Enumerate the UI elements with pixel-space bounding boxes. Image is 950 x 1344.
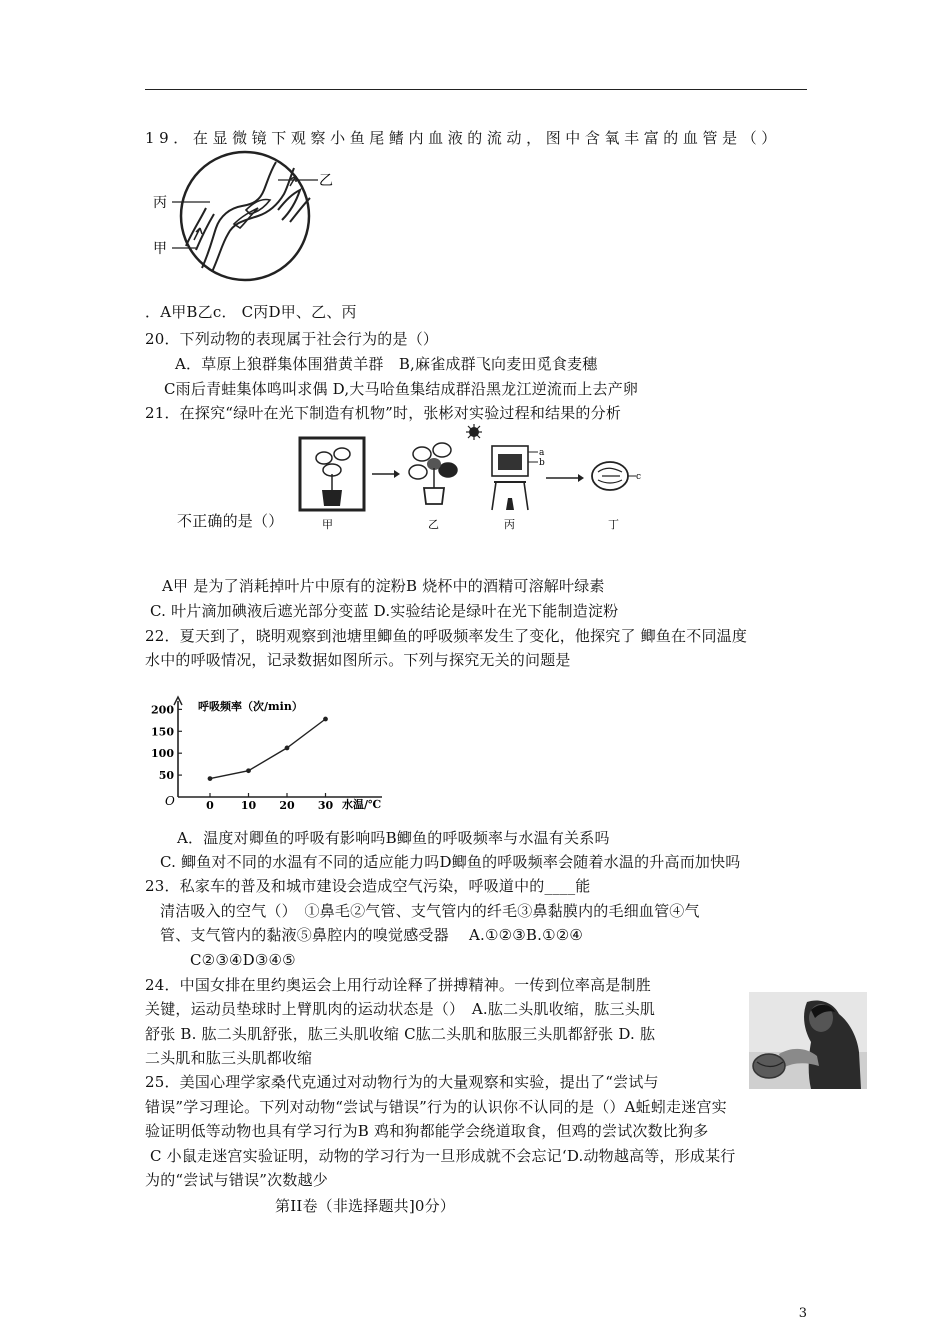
q23-line4: C②③④D③④⑤ xyxy=(190,951,296,969)
data-point-1 xyxy=(246,768,251,773)
q21-opt1: A甲 是为了消耗掉叶片中原有的淀粉B 烧杯中的酒精可溶解叶绿素 xyxy=(162,577,605,595)
origin-label: O xyxy=(165,794,175,808)
series-line xyxy=(210,719,326,779)
label-yi-21: 乙 xyxy=(428,518,439,531)
q25-line4: C 小鼠走迷宫实验证明，动物的学习行为一旦形成就不会忘记‘D.动物越高等，形成某行 xyxy=(150,1147,736,1165)
page-number: 3 xyxy=(798,1306,807,1321)
label-a: a xyxy=(539,448,545,458)
label-jia-21: 甲 xyxy=(322,518,333,531)
q23-line2: 清洁吸入的空气（） ①鼻毛②气管、支气管内的纤毛③鼻黏膜内的毛细血管④气 xyxy=(160,902,700,920)
q22-opt1: A．温度对卿鱼的呼吸有影响吗B鲫鱼的呼吸频率与水温有关系吗 xyxy=(177,829,610,847)
q20-opt1: A．草原上狼群集体围猎黄羊群 B,麻雀成群飞向麦田觅食麦穗 xyxy=(175,355,598,373)
y-tick-label-0: 50 xyxy=(158,769,174,783)
q20-opt2: C雨后青蛙集体鸣叫求偶 D,大马哈鱼集结成群沿黑龙江逆流而上去产卵 xyxy=(164,380,639,398)
data-point-3 xyxy=(323,717,328,722)
header-rule xyxy=(145,89,807,90)
y-tick-label-2: 150 xyxy=(151,725,174,739)
label-bing-21: 丙 xyxy=(504,518,515,531)
arrow-2 xyxy=(546,474,584,482)
sun-icon xyxy=(466,424,482,440)
q21-text: 21．在探究“绿叶在光下制造有机物”时，张彬对实验过程和结果的分析 xyxy=(145,404,622,422)
q23-text: 23．私家车的普及和城市建设会造成空气污染，呼吸道中的____能 xyxy=(145,877,591,895)
q24-line4: 二头肌和肱三头肌都收缩 xyxy=(145,1049,313,1067)
q21-experiment-figure xyxy=(296,424,656,536)
x-tick-label-0: 0 xyxy=(206,799,214,812)
plant-yi xyxy=(409,443,457,504)
data-point-2 xyxy=(285,746,290,751)
leaf-ding xyxy=(592,462,641,490)
y-tick-label-1: 100 xyxy=(151,747,174,761)
left-vessel xyxy=(186,208,206,246)
q25-line3: 验证明低等动物也具有学习行为B 鸡和狗都能学会绕道取食，但鸡的尝试次数比狗多 xyxy=(145,1122,709,1140)
label-ding-21: 丁 xyxy=(608,518,619,531)
chart-title: 呼吸频率（次/min） xyxy=(198,700,303,713)
q25-line1: 25．美国心理学家桑代克通过对动物行为的大量观察和实验，提出了“尝试与 xyxy=(145,1073,659,1091)
q19-text: 19．在显微镜下观察小鱼尾鳍内血液的流动，图中含氧丰富的血管是（） xyxy=(145,129,781,147)
label-bing: 丙 xyxy=(153,195,167,211)
q22-text2: 水中的呼吸情况，记录数据如图所示。下列与探究无关的问题是 xyxy=(145,651,571,669)
q24-line1: 24．中国女排在里约奥运会上用行动诠释了拼搏精神。一传到位率高是制胜 xyxy=(145,976,651,994)
q22-text1: 22．夏天到了，晓明观察到池塘里鲫鱼的呼吸频率发生了变化，他探究了 鲫鱼在不同温度 xyxy=(145,627,748,645)
q22-chart xyxy=(150,695,400,817)
q24-line2: 关键，运动员垫球时上臂肌肉的运动状态是（） A.肱二头肌收缩，肱三头肌 xyxy=(145,1000,656,1018)
arrow-1 xyxy=(372,470,400,478)
q19-options: ．A甲B乙c． C丙D甲、乙、丙 xyxy=(145,303,357,321)
x-tick-label-1: 10 xyxy=(240,799,257,812)
q21-opt2: C. 叶片滴加碘液后遮光部分变蓝 D.实验结论是绿叶在光下能制造淀粉 xyxy=(150,602,619,620)
section-heading: 第II卷（非选择题共]0分） xyxy=(275,1197,456,1215)
q21-cont: 不正确的是（） xyxy=(177,512,284,530)
label-b: b xyxy=(539,458,545,468)
q25-line2: 错误”学习理论。下列对动物“尝试与错误”行为的认识你不认同的是（）A蚯蚓走迷宫实 xyxy=(145,1098,727,1116)
label-c: c xyxy=(636,472,642,482)
q23-line3: 管、支气管内的黏液⑤鼻腔内的嗅觉感受器 A.①②③B.①②④ xyxy=(160,926,584,944)
y-tick-label-3: 200 xyxy=(151,703,174,717)
q22-opt2: C. 鲫鱼对不同的水温有不同的适应能力吗D鲫鱼的呼吸频率会随着水温的升高而加快吗 xyxy=(160,853,741,871)
q20-text: 20．下列动物的表现属于社会行为的是（） xyxy=(145,330,439,348)
volleyball-player-photo xyxy=(749,992,867,1089)
label-jia: 甲 xyxy=(153,241,167,257)
plant-jia xyxy=(316,448,350,506)
x-tick-label-2: 20 xyxy=(279,799,295,812)
beaker-apparatus xyxy=(492,446,545,510)
q19-microscope-figure xyxy=(150,150,340,285)
data-point-0 xyxy=(208,776,213,781)
label-yi: 乙 xyxy=(319,173,333,189)
q24-line3: 舒张 B. 肱二头肌舒张，肱三头肌收缩 C肱二头肌和肱服三头肌都舒张 D. 肱 xyxy=(145,1025,656,1043)
q25-line5: 为的“尝试与错误”次数越少 xyxy=(145,1171,328,1189)
x-axis-label: 水温/℃ xyxy=(342,798,382,811)
x-tick-label-3: 30 xyxy=(317,799,334,812)
